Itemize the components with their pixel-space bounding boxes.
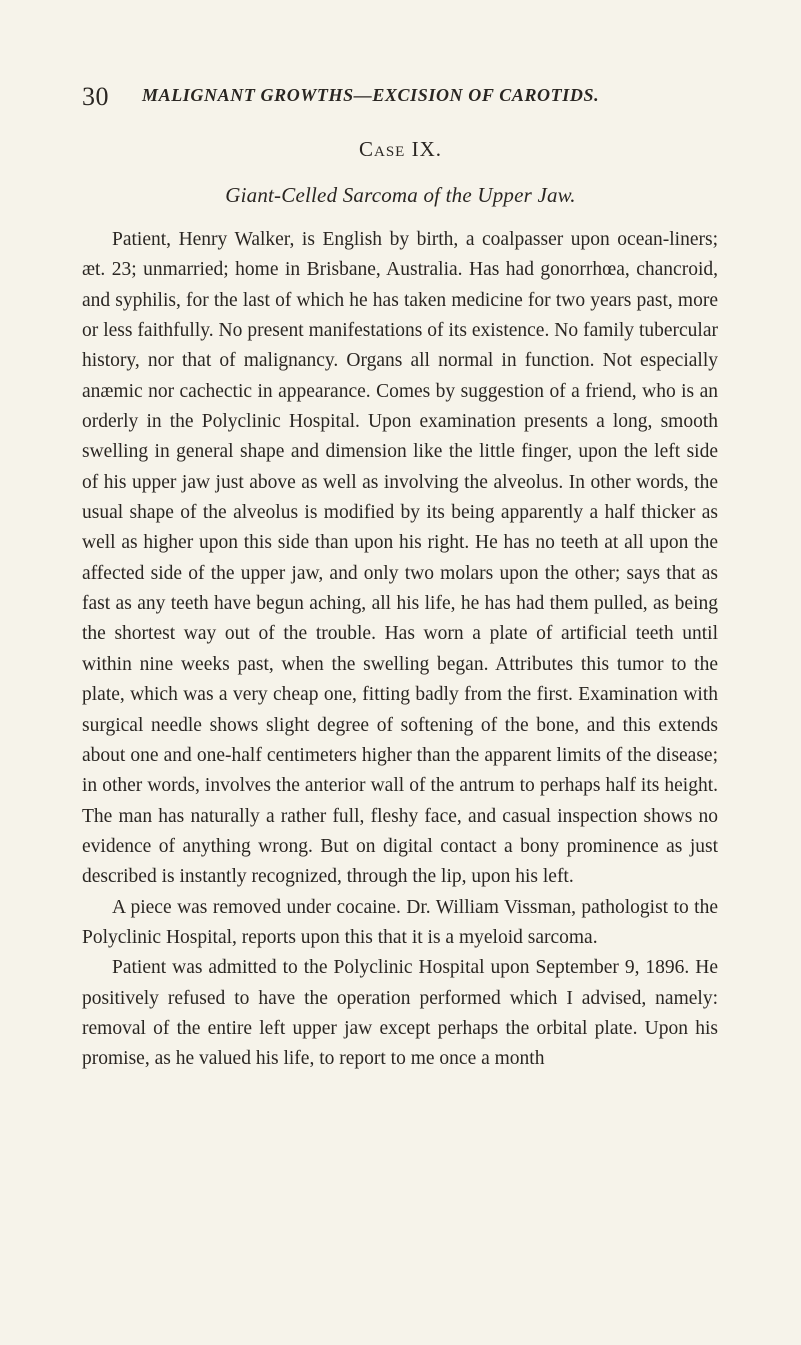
body-text — [82, 225, 718, 1075]
page-number: 30 — [82, 82, 109, 111]
paragraph-pathology-report: A piece was removed under cocaine. Dr. William Vissman, pathologist to the Polyclinic Hospital, reports upon this that it is a myeloid sarcoma. — [82, 896, 718, 948]
running-title: MALIGNANT GROWTHS—EXCISION OF CAROTIDS. — [142, 85, 600, 105]
paragraph-patient-history: Patient, Henry Walker, is English by birth, a coalpasser upon ocean-liners; æt. 23; unmarried; home in Brisbane, Australia. Has had gonorrhœa, chancroid, and syphilis, for the last of which he has taken medicine for two years past, more or less faithfully. No present manifestations of its existence. No family tubercular history, nor that of malignancy. Organs all normal in function. Not especially anæmic nor cachectic in appearance. Comes by suggestion of a friend, who is an orderly in the Polyclinic Hospital. Upon examination presents a long, smooth swelling in general shape and dimension like the little finger, upon the left side of his upper jaw just above as well as involving the alveolus. In other words, the usual shape of the alveolus is modified by its being apparently a half thicker as well as higher upon this side than upon his right. He has no teeth at all upon the affected side of the upper jaw, and only two molars upon the other; says that as fast as any teeth have begun aching, all his life, he has had them pulled, as being the shortest way out of the trouble. Has worn a plate of artificial teeth until within nine weeks past, when the swelling began. Attributes this tumor to the plate, which was a very cheap one, fitting badly from the first. Examination with surgical needle shows slight degree of softening of the bone, and this extends about one and one-half centimeters higher than the apparent limits of the disease; in other words, involves the anterior wall of the antrum to perhaps half its height. The man has naturally a rather full, fleshy face, and casual inspection shows no evidence of anything wrong. But on digital contact a bony prominence as just described is instantly recognized, through the lip, upon his left. — [82, 229, 718, 888]
running-head — [82, 80, 702, 110]
paragraph-admission: Patient was admitted to the Polyclinic Hospital upon September 9, 1896. He positively refused to have the operation performed which I advised, namely: removal of the entire left upper jaw except perhaps the orbital plate. Upon his promise, as he valued his life, to report to me once a month — [82, 957, 718, 1070]
case-heading: Case IX. — [358, 137, 442, 161]
case-subtitle: Giant-Celled Sarcoma of the Upper Jaw. — [225, 183, 576, 207]
